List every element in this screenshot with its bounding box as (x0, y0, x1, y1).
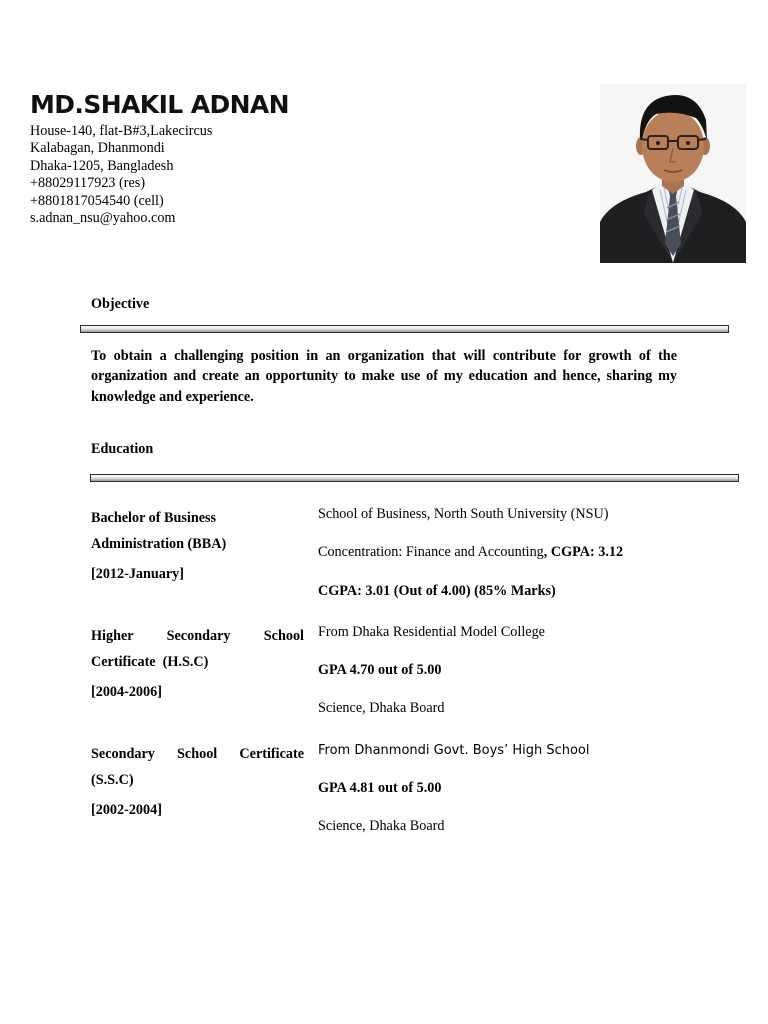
address-line-2: Kalabagan, Dhanmondi (30, 140, 165, 157)
institution-name: From Dhaka Residential Model College (318, 624, 545, 640)
objective-heading: Objective (91, 296, 150, 312)
degree-block (91, 742, 304, 818)
profile-photo (600, 84, 746, 263)
address-line-3: Dhaka-1205, Bangladesh (30, 157, 174, 174)
degree-line-2: (S.S.C) (91, 771, 134, 788)
concentration-text: Concentration: Finance and Accounting (318, 544, 544, 560)
concentration-cgpa: , CGPA: 3.12 (543, 544, 624, 560)
degree-line-1: Higher Secondary School (91, 628, 304, 644)
phone-residence: +88029117923 (res) (30, 175, 146, 192)
profile-photo-illustration (600, 84, 746, 263)
degree-line-1: Secondary School Certificate (91, 746, 304, 762)
degree-block (91, 506, 304, 582)
board-line: Science, Dhaka Board (318, 818, 445, 834)
degree-years: [2004-2006] (91, 684, 162, 700)
degree-line-1: Bachelor of Business (91, 510, 217, 526)
education-entry-bba (91, 506, 691, 618)
grade-line: GPA 4.81 out of 5.00 (318, 780, 442, 796)
degree-block (91, 624, 304, 700)
objective-divider (80, 325, 729, 333)
result-line: CGPA: 3.01 (Out of 4.00) (85% Marks) (318, 583, 556, 599)
degree-years: [2002-2004] (91, 802, 162, 818)
address-line-1: House-140, flat-B#3,Lakecircus (30, 123, 213, 139)
concentration-line (318, 544, 623, 561)
education-heading: Education (91, 441, 154, 457)
institution-name: From Dhanmondi Govt. Boys’ High School (318, 743, 590, 758)
degree-years: [2012-January] (91, 566, 185, 582)
board-line: Science, Dhaka Board (318, 700, 445, 716)
candidate-name: MD.SHAKIL ADNAN (30, 90, 290, 119)
degree-line-2: Administration (BBA) (91, 535, 227, 552)
grade-line: GPA 4.70 out of 5.00 (318, 662, 442, 678)
degree-line-2: Certificate (H.S.C) (91, 653, 209, 670)
contact-block (30, 123, 212, 227)
education-entry-ssc (91, 742, 691, 854)
objective-text: To obtain a challenging position in an organization that will contribute for growth of the organization and create an opportunity to make use of my education and hence, sharing my knowledge and experience. (91, 348, 677, 405)
education-divider (90, 474, 739, 482)
institution-name: School of Business, North South University (NSU) (318, 506, 609, 522)
email-address: s.adnan_nsu@yahoo.com (30, 210, 176, 227)
education-entry-hsc (91, 624, 691, 736)
phone-cell: +8801817054540 (cell) (30, 192, 164, 209)
